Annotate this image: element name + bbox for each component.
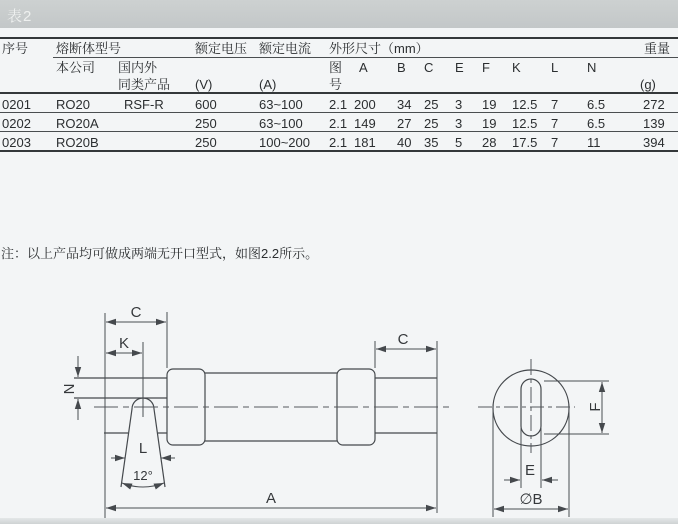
cell-current: 100~200 — [259, 135, 310, 150]
header-rated-current: 额定电流 — [259, 41, 312, 56]
header-dim-C: C — [424, 60, 434, 75]
dim-label-E: E — [524, 462, 536, 479]
cell-current: 63~100 — [259, 116, 303, 131]
dim-arc-angle — [122, 483, 164, 487]
header-our-company: 本公司 — [56, 60, 96, 75]
cell-dim-A: 200 — [354, 97, 376, 112]
cell-dim-N: 11 — [587, 135, 601, 150]
cell-figure: 2.1 — [329, 97, 348, 112]
header-weight: 重量 — [644, 41, 671, 56]
cell-voltage: 250 — [195, 135, 217, 150]
cell-dim-C: 25 — [424, 97, 439, 112]
cell-weight: 394 — [643, 135, 665, 150]
header-similar-products-line1: 国内外 — [118, 60, 158, 75]
cell-dim-E: 3 — [455, 97, 463, 112]
cell-dim-K: 12.5 — [512, 97, 538, 112]
cell-dim-K: 17.5 — [512, 135, 538, 150]
cell-dim-K: 12.5 — [512, 116, 538, 131]
cell-voltage: 600 — [195, 97, 217, 112]
dim-label-angle: 12° — [133, 468, 153, 483]
cell-company-model: RO20B — [56, 135, 99, 150]
header-dim-A: A — [359, 60, 368, 75]
header-voltage-unit: (V) — [195, 77, 213, 92]
page-bottom-edge — [0, 518, 678, 524]
cell-dim-C: 35 — [424, 135, 439, 150]
cell-dim-L: 7 — [551, 97, 559, 112]
cell-weight: 272 — [643, 97, 665, 112]
side-view-dimensions — [61, 304, 437, 519]
header-dim-F: F — [482, 60, 490, 75]
cell-dim-C: 25 — [424, 116, 439, 131]
cell-dim-F: 19 — [482, 116, 497, 131]
header-similar-products-line2: 同类产品 — [118, 77, 171, 92]
dim-label-A: A — [265, 490, 277, 507]
cell-dim-B: 34 — [397, 97, 412, 112]
header-dim-B: B — [397, 60, 406, 75]
dim-label-B: ∅B — [519, 491, 543, 508]
dim-label-C-left: C — [130, 304, 142, 321]
cell-dim-L: 7 — [551, 116, 559, 131]
cell-company-model: RO20A — [56, 116, 99, 131]
note-text: 注：以上产品均可做成两端无开口型式，如图2.2所示。 — [1, 246, 319, 261]
fuse-side-view — [74, 369, 452, 487]
cell-figure: 2.1 — [329, 116, 348, 131]
dim-label-N: N — [61, 383, 78, 395]
cell-dim-N: 6.5 — [587, 116, 606, 131]
cell-serial: 0201 — [2, 97, 31, 112]
cell-serial: 0203 — [2, 135, 31, 150]
header-dim-E: E — [455, 60, 464, 75]
table-title: 表2 — [7, 8, 33, 25]
dim-label-L: L — [138, 440, 148, 457]
dim-label-K: K — [118, 335, 130, 352]
cell-similar-model: RSF-R — [124, 97, 164, 112]
header-model: 熔断体型号 — [56, 41, 122, 56]
cell-weight: 139 — [643, 116, 665, 131]
cell-dim-B: 27 — [397, 116, 412, 131]
cell-dim-E: 3 — [455, 116, 463, 131]
header-rated-voltage: 额定电压 — [195, 41, 248, 56]
header-dimensions: 外形尺寸（mm） — [329, 41, 429, 56]
cell-dim-F: 28 — [482, 135, 497, 150]
dim-label-C-right: C — [397, 331, 409, 348]
cell-current: 63~100 — [259, 97, 303, 112]
cell-dim-E: 5 — [455, 135, 463, 150]
header-current-unit: (A) — [259, 77, 277, 92]
cell-dim-A: 149 — [354, 116, 376, 131]
header-dim-L: L — [551, 60, 559, 75]
cell-figure: 2.1 — [329, 135, 348, 150]
cell-serial: 0202 — [2, 116, 31, 131]
header-dim-N: N — [587, 60, 597, 75]
header-figure-line1: 图 — [329, 60, 343, 75]
cell-company-model: RO20 — [56, 97, 90, 112]
header-figure-line2: 号 — [329, 77, 343, 92]
cell-dim-F: 19 — [482, 97, 497, 112]
cell-voltage: 250 — [195, 116, 217, 131]
header-serial: 序号 — [2, 41, 29, 56]
dim-label-F: F — [587, 402, 604, 412]
cell-dim-B: 40 — [397, 135, 412, 150]
cell-dim-L: 7 — [551, 135, 559, 150]
header-dim-K: K — [512, 60, 521, 75]
cell-dim-A: 181 — [354, 135, 376, 150]
end-view-dimensions — [493, 381, 609, 517]
cell-dim-N: 6.5 — [587, 97, 606, 112]
header-weight-unit: (g) — [640, 77, 656, 92]
